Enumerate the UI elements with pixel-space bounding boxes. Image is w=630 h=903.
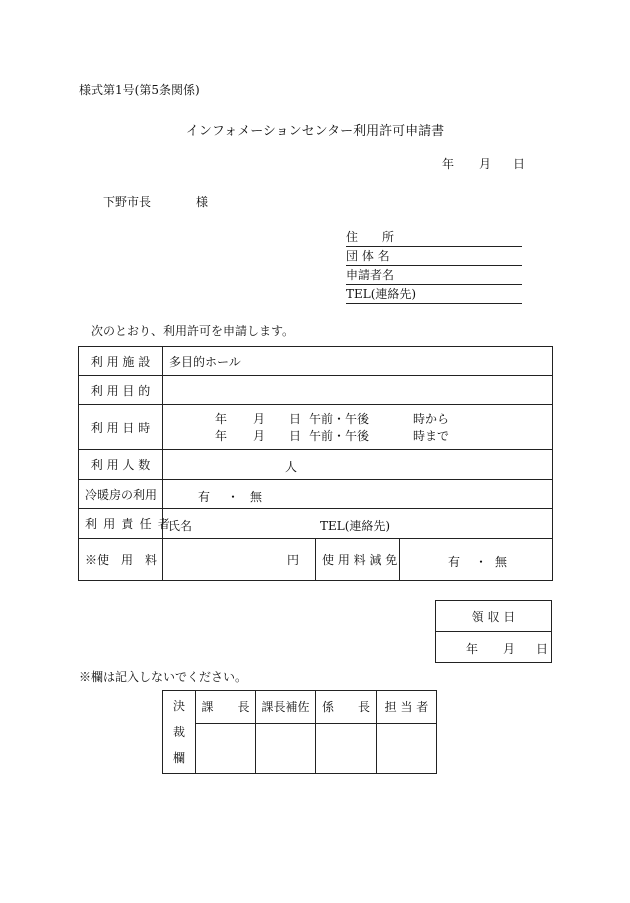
- ac-value[interactable]: [163, 480, 553, 509]
- approval-table: [162, 690, 437, 774]
- exemption-yes[interactable]: 有: [448, 555, 461, 569]
- to-month: 月: [253, 429, 266, 443]
- manager-label: 利 用 責 任 者: [79, 509, 163, 539]
- exemption-dot: ・: [475, 555, 488, 569]
- people-value[interactable]: [163, 450, 553, 480]
- from-suffix: 時から: [413, 412, 450, 426]
- exemption-value[interactable]: [400, 539, 553, 581]
- facility-label: 利 用 施 設: [79, 347, 163, 376]
- purpose-label: 利 用 目 的: [79, 376, 163, 405]
- purpose-row: [79, 376, 553, 405]
- ac-row: [79, 480, 553, 509]
- receipt-date[interactable]: [436, 632, 552, 663]
- fee-label: ※使 用 料: [79, 539, 163, 581]
- fee-unit: 円: [286, 553, 299, 567]
- intro-text: 次のとおり、利用許可を申請します。: [91, 324, 295, 338]
- facility-value[interactable]: 多目的ホール: [163, 347, 553, 376]
- approval-side-char-3: 欄: [172, 751, 185, 765]
- applicant-name-field[interactable]: 申請者名: [346, 267, 522, 285]
- from-month: 月: [253, 412, 266, 426]
- exemption-label: 使 用 料 減 免: [316, 539, 400, 581]
- receipt-day: 日: [536, 642, 549, 656]
- approval-header-section-chief: 課 長: [196, 691, 256, 724]
- approval-side-label: [163, 691, 196, 774]
- manager-row: [79, 509, 553, 539]
- approval-stamp-staff[interactable]: [377, 723, 437, 773]
- to-suffix: 時まで: [413, 429, 450, 443]
- approval-side-char-2: 裁: [172, 725, 185, 739]
- purpose-value[interactable]: [163, 376, 553, 405]
- manager-tel-label: TEL(連絡先): [320, 519, 391, 533]
- facility-row: [79, 347, 553, 376]
- to-year: 年: [215, 429, 228, 443]
- applicant-tel-field[interactable]: TEL(連絡先): [346, 286, 522, 304]
- datetime-row: [79, 405, 553, 450]
- people-label: 利 用 人 数: [79, 450, 163, 480]
- date-day: 日: [513, 157, 526, 171]
- document-title: インフォメーションセンター利用許可申請書: [185, 124, 445, 139]
- exemption-no[interactable]: 無: [495, 555, 508, 569]
- datetime-from-line: [169, 410, 546, 427]
- approval-header-subsection-chief: 係 長: [316, 691, 377, 724]
- approval-stamp-subsection-chief[interactable]: [316, 723, 377, 773]
- to-ampm: 午前・午後: [309, 429, 370, 443]
- approval-header-deputy-chief: 課長補佐: [256, 691, 316, 724]
- from-day: 日: [289, 412, 302, 426]
- receipt-month: 月: [503, 642, 516, 656]
- receipt-year: 年: [466, 642, 479, 656]
- to-day: 日: [289, 429, 302, 443]
- ac-no[interactable]: 無: [250, 490, 263, 504]
- ac-label: 冷暖房の利用: [79, 480, 163, 509]
- receipt-table: [435, 600, 552, 663]
- datetime-label: 利 用 日 時: [79, 405, 163, 450]
- applicant-block: [346, 229, 522, 305]
- people-row: [79, 450, 553, 480]
- approval-header-staff: 担 当 者: [377, 691, 437, 724]
- honorific: 様: [196, 195, 209, 209]
- ac-dot: ・: [227, 490, 240, 504]
- date-year: 年: [442, 157, 455, 171]
- manager-value[interactable]: [163, 509, 553, 539]
- form-number: 様式第1号(第5条関係): [79, 83, 200, 97]
- receipt-label: 領 収 日: [436, 601, 552, 632]
- approval-stamp-deputy-chief[interactable]: [256, 723, 316, 773]
- manager-name-label: 氏名: [168, 519, 193, 533]
- addressee: 下野市長: [103, 195, 152, 209]
- application-table: [78, 346, 553, 581]
- datetime-to-line: [169, 427, 546, 444]
- date-month: 月: [479, 157, 492, 171]
- approval-stamp-section-chief[interactable]: [196, 723, 256, 773]
- approval-side-char-1: 決: [172, 699, 185, 713]
- fee-value[interactable]: [163, 539, 316, 581]
- applicant-organization-field[interactable]: 団 体 名: [346, 248, 522, 266]
- datetime-value[interactable]: [163, 405, 553, 450]
- applicant-address-field[interactable]: 住 所: [346, 229, 522, 247]
- from-ampm: 午前・午後: [309, 412, 370, 426]
- ac-yes[interactable]: 有: [198, 490, 211, 504]
- from-year: 年: [215, 412, 228, 426]
- people-unit: 人: [285, 460, 298, 474]
- note-text: ※欄は記入しないでください。: [79, 670, 248, 684]
- fee-row: [79, 539, 553, 581]
